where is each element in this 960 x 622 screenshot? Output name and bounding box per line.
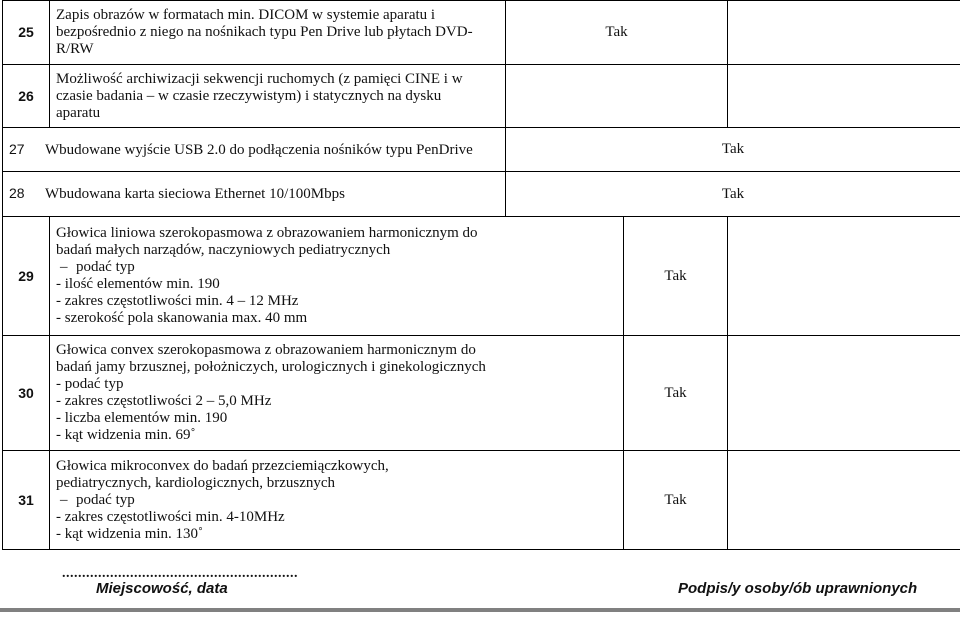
row-number: 31 — [3, 451, 50, 550]
row-description: Zapis obrazów w formatach min. DICOM w systemie aparatu i bezpośrednio z niego na nośnikach typu Pen Drive lub płytach DVD- R/RW — [50, 1, 506, 65]
row-description: Głowica mikroconvex do badań przezciemiączkowych, pediatrycznych, kardiologicznych, brzusznych – podać typ - zakres częstotliwości min. 4-10MHz - kąt widzenia min. 130˚ — [50, 451, 624, 550]
row-offer-cell — [728, 65, 960, 128]
table-row — [3, 1, 960, 65]
row-value: Tak — [624, 217, 728, 336]
row-value: Tak — [624, 451, 728, 550]
table-row — [3, 65, 960, 128]
row-number: 29 — [3, 217, 50, 336]
row-number: 25 — [3, 1, 50, 65]
row-value: Tak — [506, 172, 960, 217]
row-description: 28 Wbudowana karta sieciowa Ethernet 10/100Mbps — [3, 172, 506, 217]
row-number: 27 — [9, 140, 25, 157]
row-offer-cell — [728, 217, 960, 336]
row-offer-cell — [728, 336, 960, 451]
place-date-label: Miejscowość, data — [96, 580, 228, 597]
table-row — [3, 451, 960, 550]
dotted-line: ........................................................... — [62, 566, 298, 581]
row-offer-cell — [728, 1, 960, 65]
row-value: Tak — [506, 128, 960, 172]
signature-footer — [0, 562, 960, 622]
row-description: Głowica convex szerokopasmowa z obrazowaniem harmonicznym do badań jamy brzusznej, położniczych, urologicznych i ginekologicznych - podać typ - zakres częstotliwości 2 – 5,0 MHz - liczba elementów min. 190 - kąt widzenia min. 69˚ — [50, 336, 624, 451]
specification-table — [2, 0, 960, 550]
row-number: 30 — [3, 336, 50, 451]
footer-divider — [0, 608, 960, 612]
table-row — [3, 217, 960, 336]
row-number: 28 — [9, 185, 25, 201]
row-description: Głowica liniowa szerokopasmowa z obrazowaniem harmonicznym do badań małych narządów, naczyniowych pediatrycznych – podać typ - ilość elementów min. 190 - zakres częstotliwości min. 4 – 12 MHz - szerokość pola skanowania max. 40 mm — [50, 217, 624, 336]
row-description: Możliwość archiwizacji sekwencji ruchomych (z pamięci CINE i w czasie badania – w czasie rzeczywistym) i statycznych na dysku aparatu — [50, 65, 506, 128]
row-number: 26 — [3, 65, 50, 128]
row-offer-cell — [728, 451, 960, 550]
table-row — [3, 336, 960, 451]
signature-label: Podpis/y osoby/ób uprawnionych — [678, 580, 918, 597]
table-row — [3, 128, 960, 172]
row-value — [506, 65, 728, 128]
row-value: Tak — [506, 1, 728, 65]
row-value: Tak — [624, 336, 728, 451]
table-row — [3, 172, 960, 217]
row-description: 27 Wbudowane wyjście USB 2.0 do podłączenia nośników typu PenDrive — [3, 128, 506, 172]
